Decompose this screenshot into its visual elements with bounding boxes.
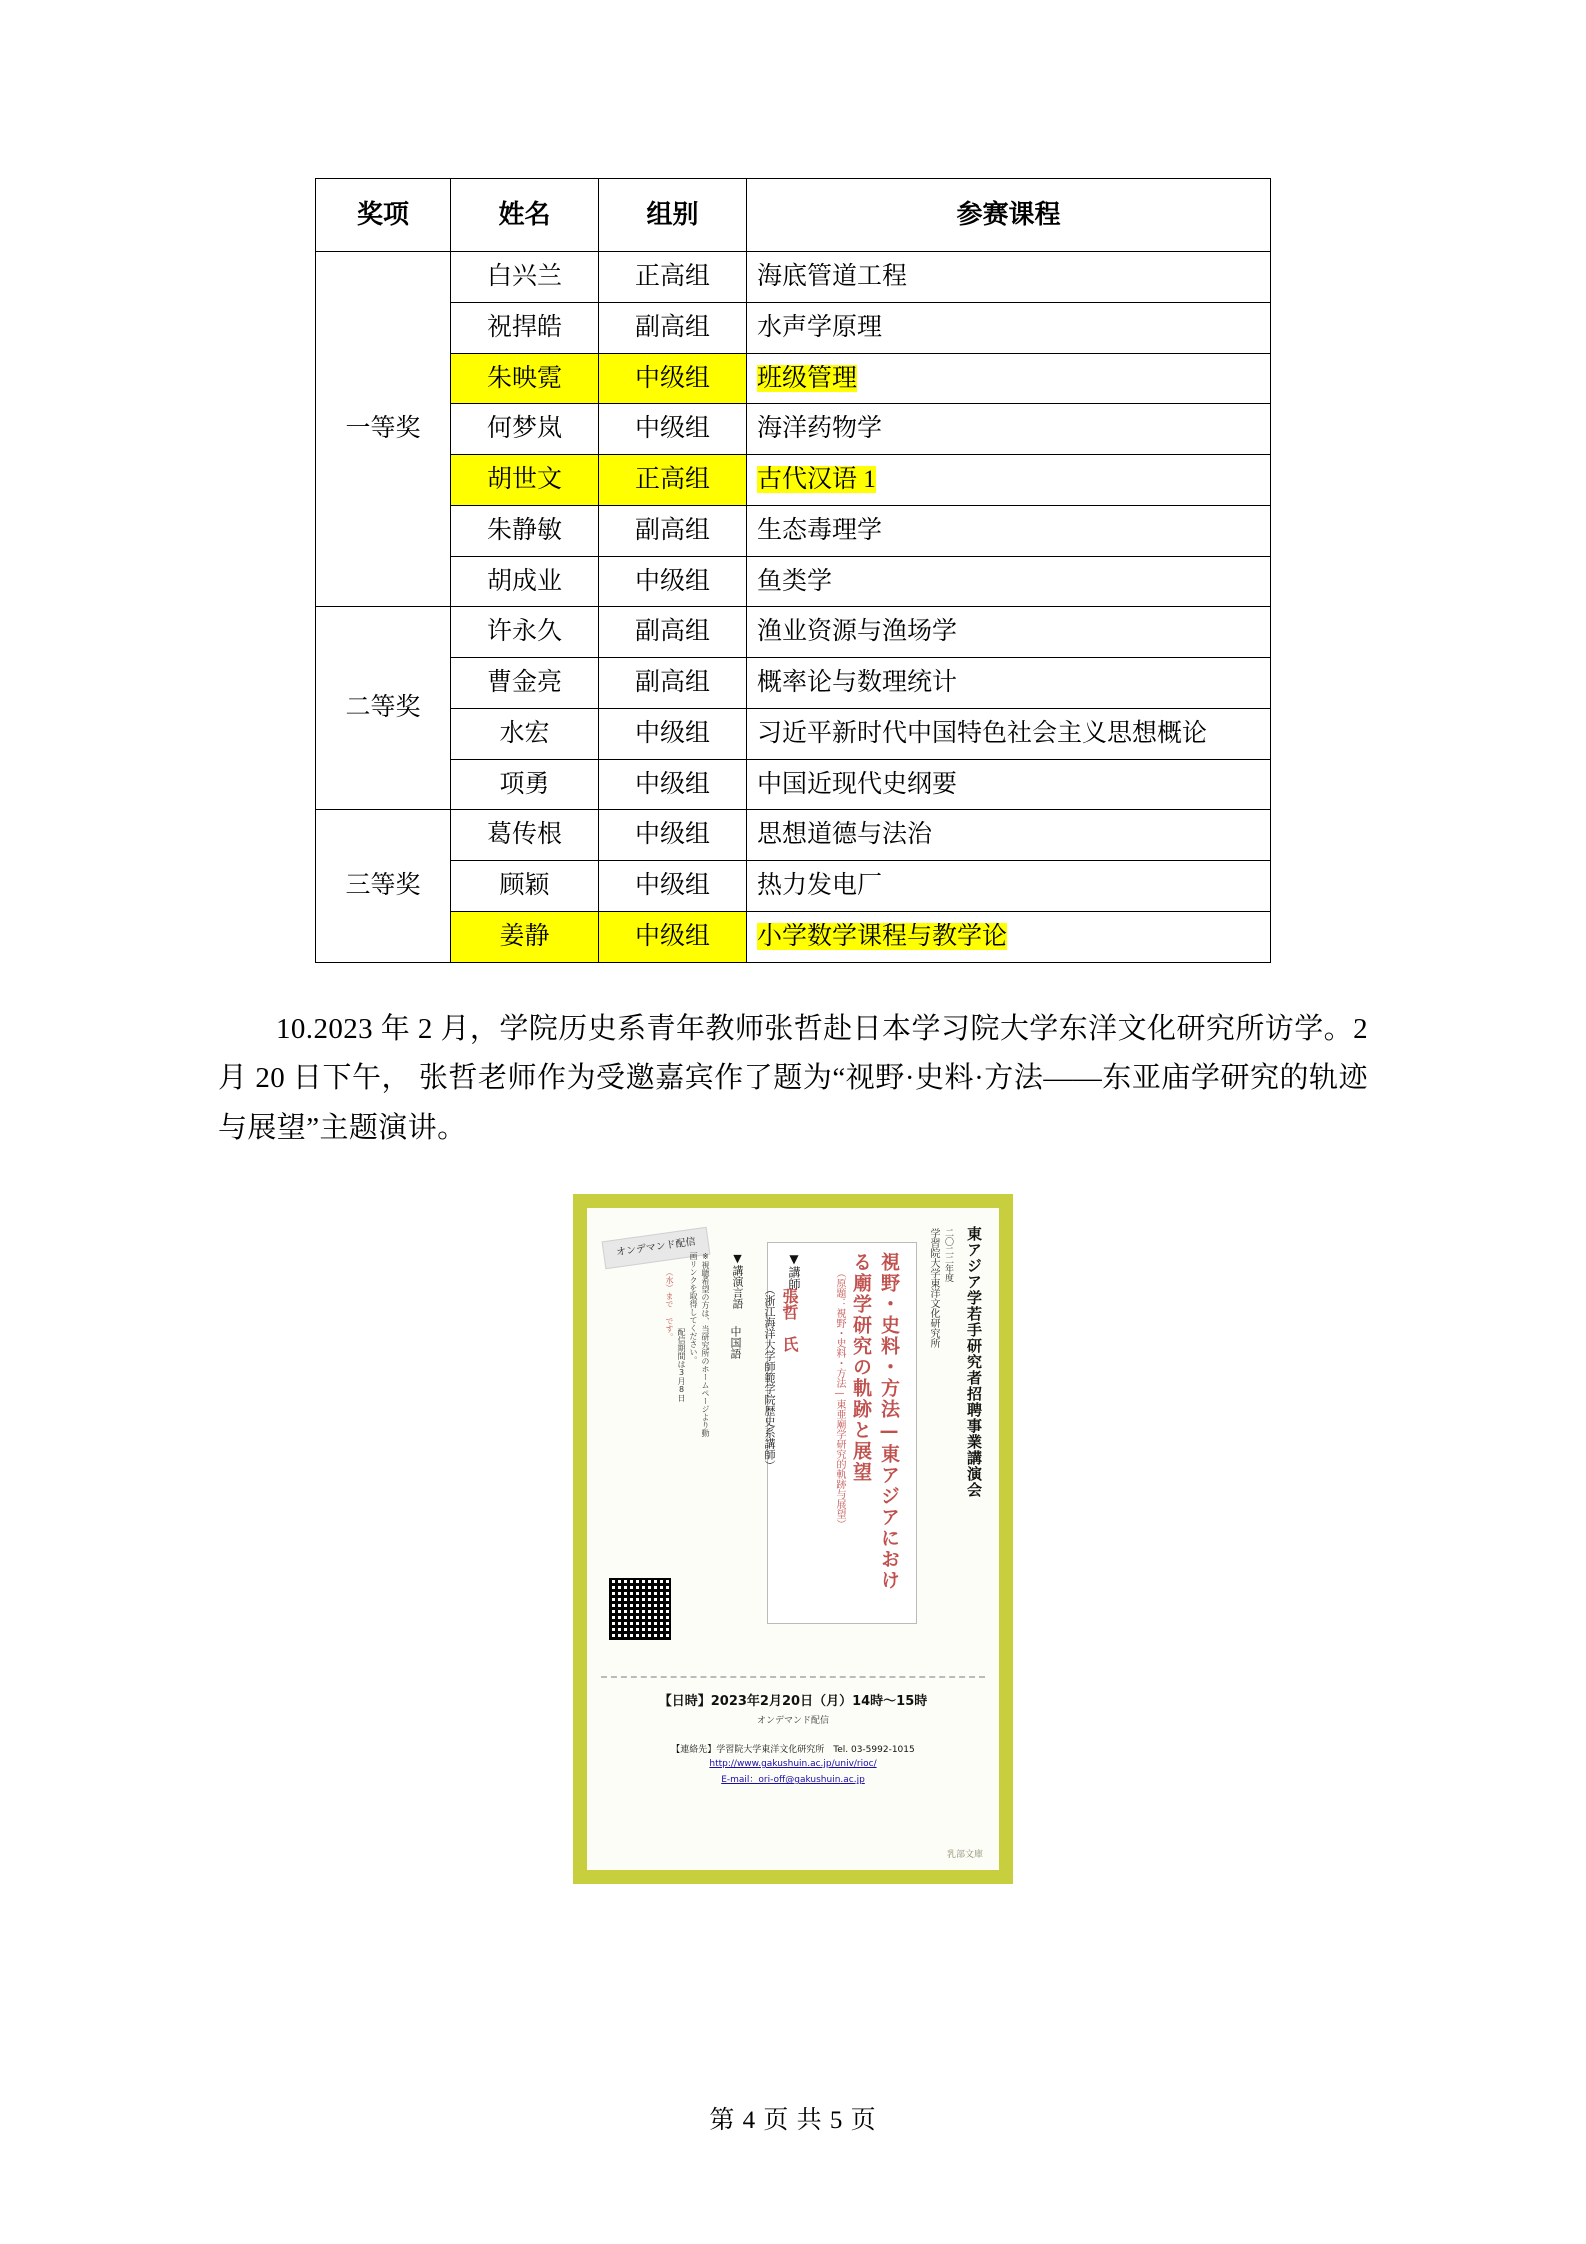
table-row — [316, 607, 1271, 658]
name-cell: 葛传根 — [451, 810, 599, 861]
table-row — [316, 911, 1271, 962]
award-cell-second-prize: 二等奖 — [316, 607, 451, 810]
name-cell: 水宏 — [451, 708, 599, 759]
table-row — [316, 810, 1271, 861]
course-cell: 概率论与数理统计 — [747, 658, 1271, 709]
course-cell: 渔业资源与渔场学 — [747, 607, 1271, 658]
name-cell: 胡世文 — [451, 455, 599, 506]
course-cell: 思想道德与法治 — [747, 810, 1271, 861]
group-cell: 中级组 — [599, 353, 747, 404]
poster-divider — [601, 1676, 985, 1678]
poster-ondemand-badge: オンデマンド配信 — [602, 1227, 711, 1269]
page-number-footer: 第 4 页 共 5 页 — [709, 2107, 877, 2134]
course-cell: 中国近现代史纲要 — [747, 759, 1271, 810]
course-text-highlighted: 班级管理 — [757, 364, 858, 392]
poster-language-value: 中国語 — [729, 1326, 742, 1360]
poster-delivery-mode: オンデマンド配信 — [756, 1716, 829, 1727]
group-cell: 正高组 — [599, 252, 747, 303]
poster-main-title-line1: 視野・史料・方法—東アジアにおけ — [878, 1252, 900, 1592]
group-cell: 副高组 — [599, 505, 747, 556]
poster-lecturer-label: ▼講師 — [787, 1252, 801, 1291]
group-cell: 中级组 — [599, 556, 747, 607]
name-cell: 朱映霓 — [451, 353, 599, 404]
table-row — [316, 353, 1271, 404]
poster-lecturer-affiliation: （浙江海洋大学師範学院歴史系講師） — [763, 1284, 776, 1472]
course-cell: 热力发电厂 — [747, 861, 1271, 912]
poster-series-title: 東アジア学若手研究者招聘事業講演会 — [965, 1226, 983, 1499]
table-header-row — [316, 179, 1271, 252]
course-cell: 海底管道工程 — [747, 252, 1271, 303]
group-cell: 副高组 — [599, 658, 747, 709]
poster-note-red: （水）まで です。 — [665, 1268, 674, 1342]
course-cell: 海洋药物学 — [747, 404, 1271, 455]
poster-lecturer-name: 張哲 氏 — [780, 1288, 799, 1353]
table-row — [316, 708, 1271, 759]
group-cell: 副高组 — [599, 302, 747, 353]
table-row — [316, 455, 1271, 506]
group-cell: 正高组 — [599, 455, 747, 506]
poster-year: 二〇二二年度 — [943, 1228, 953, 1283]
course-cell: 习近平新时代中国特色社会主义思想概论 — [747, 708, 1271, 759]
poster-note-line2: 画リンクを取得してください。 — [689, 1252, 698, 1365]
name-cell: 白兴兰 — [451, 252, 599, 303]
group-cell: 中级组 — [599, 911, 747, 962]
poster-background — [587, 1208, 999, 1870]
course-cell — [747, 455, 1271, 506]
name-cell: 朱静敏 — [451, 505, 599, 556]
course-cell — [747, 353, 1271, 404]
awards-table — [315, 178, 1271, 963]
poster-main-title-line2: る廟学研究の軌跡と展望 — [850, 1252, 872, 1484]
poster-contact: 【連絡先】学習院大学東洋文化研究所 Tel. 03-5992-1015 — [671, 1745, 915, 1756]
poster-subtitle: （原題：視野・史料・方法—東亜廟学研究的軌跡与展望） — [834, 1268, 845, 1530]
course-cell: 生态毒理学 — [747, 505, 1271, 556]
body-paragraph: 10.2023 年 2 月，学院历史系青年教师张哲赴日本学习院大学东洋文化研究所访学。2 月 20 日下午， 张哲老师作为受邀嘉宾作了题为“视野·史料·方法——东亚庙学研究的轨迹与展望”主题演讲。 — [218, 1012, 1368, 1145]
name-cell: 顾颖 — [451, 861, 599, 912]
column-header-group: 组别 — [599, 179, 747, 252]
table-row — [316, 658, 1271, 709]
group-cell: 中级组 — [599, 404, 747, 455]
poster-note-line3: 配信期間は3月8日 — [677, 1328, 686, 1403]
name-cell: 许永久 — [451, 607, 599, 658]
name-cell: 胡成业 — [451, 556, 599, 607]
poster-footer — [587, 1690, 999, 1785]
table-row — [316, 404, 1271, 455]
course-cell: 鱼类学 — [747, 556, 1271, 607]
table-row — [316, 861, 1271, 912]
name-cell: 姜静 — [451, 911, 599, 962]
name-cell: 项勇 — [451, 759, 599, 810]
table-row — [316, 556, 1271, 607]
course-cell: 水声学原理 — [747, 302, 1271, 353]
table-row — [316, 759, 1271, 810]
table-row — [316, 302, 1271, 353]
course-cell — [747, 911, 1271, 962]
column-header-award: 奖项 — [316, 179, 451, 252]
group-cell: 中级组 — [599, 861, 747, 912]
course-text-highlighted: 古代汉语 1 — [757, 466, 876, 493]
poster-email-link[interactable]: E-mail：ori-off@gakushuin.ac.jp — [721, 1775, 865, 1786]
course-text-highlighted: 小学数学课程与教学论 — [757, 922, 1008, 950]
poster-logo: 乳部文庫 — [946, 1850, 983, 1861]
qr-code-icon — [609, 1578, 671, 1640]
awards-table-container — [200, 0, 1386, 963]
table-row — [316, 505, 1271, 556]
poster-figure-container — [200, 1194, 1386, 1884]
group-cell: 副高组 — [599, 607, 747, 658]
column-header-name: 姓名 — [451, 179, 599, 252]
column-header-course: 参赛课程 — [747, 179, 1271, 252]
award-cell-first-prize: 一等奖 — [316, 252, 451, 607]
group-cell: 中级组 — [599, 810, 747, 861]
lecture-poster — [573, 1194, 1013, 1884]
name-cell: 何梦岚 — [451, 404, 599, 455]
poster-date: 【日時】2023年2月20日（月）14時～15時 — [658, 1694, 928, 1710]
group-cell: 中级组 — [599, 708, 747, 759]
award-cell-third-prize: 三等奖 — [316, 810, 451, 962]
poster-note-line1: ※視聴希望の方は、当研究所のホームページより動 — [701, 1252, 710, 1438]
poster-language-label: ▼講演言語 — [731, 1252, 744, 1310]
poster-url-link[interactable]: http://www.gakushuin.ac.jp/univ/rioc/ — [709, 1759, 877, 1770]
poster-organization: 学習院大学東洋文化研究所 — [928, 1228, 939, 1349]
name-cell: 祝捍皓 — [451, 302, 599, 353]
name-cell: 曹金亮 — [451, 658, 599, 709]
table-row — [316, 252, 1271, 303]
group-cell: 中级组 — [599, 759, 747, 810]
